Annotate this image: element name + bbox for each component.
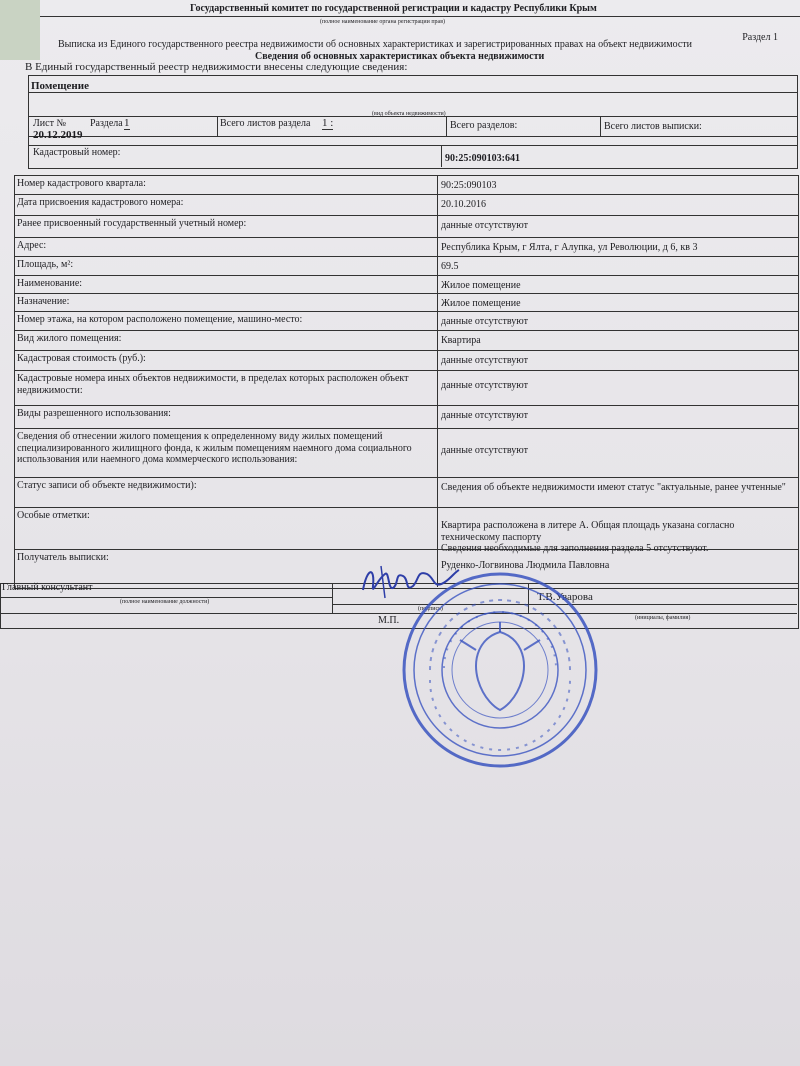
position-title: Главный консультант (2, 582, 93, 593)
document-subtitle: Сведения об основных характеристиках объекта недвижимости (255, 51, 545, 62)
seal-place-label: М.П. (378, 615, 400, 626)
cadastral-number-label: Кадастровый номер: (33, 147, 121, 158)
header-underline (40, 16, 800, 17)
row-label: Назначение: (17, 296, 70, 307)
object-type-caption: (вид объекта недвижимости) (372, 111, 446, 117)
row-value: Квартира расположена в литере А. Общая площадь указана согласно техническому паспорту Сведения необходимые для заполнения раздела 5 отсутствуют. (441, 520, 735, 554)
table-row-divider (14, 275, 798, 276)
document-title: Выписка из Единого государственного реестра недвижимости об основных характеристиках и зарегистрированных правах на объект недвижимости (58, 39, 693, 50)
row-label: Наименование: (17, 278, 83, 289)
row-value: Республика Крым, г Ялта, г Алупка, ул Революции, д 6, кв 3 (441, 242, 698, 253)
row-value: данные отсутствуют (441, 355, 528, 366)
object-type: Помещение (31, 80, 89, 92)
intro-text: В Единый государственный реестр недвижимости внесены следующие сведения: (25, 61, 408, 73)
row-label: Виды разрешенного использования: (17, 408, 171, 419)
section-sheet-label: Раздела (90, 118, 123, 129)
row-value: данные отсутствуют (441, 379, 528, 391)
row-label: Вид жилого помещения: (17, 333, 122, 344)
sheet-number-label: Лист № (33, 118, 66, 129)
signature-caption: (подпись) (418, 606, 443, 612)
row-value: Жилое помещение (441, 298, 521, 309)
row-value: 90:25:090103 (441, 180, 497, 191)
total-section-sheets-label: Всего листов раздела (220, 118, 311, 129)
table-row-divider (14, 293, 798, 294)
extract-date: 20.12.2019 (33, 129, 83, 141)
row-label: Кадастровые номера иных объектов недвижимости, в пределах которых расположен объект недвижимости: (17, 373, 409, 396)
row-value: 69.5 (441, 261, 459, 272)
table-row-divider (14, 428, 798, 429)
row-label: Получатель выписки: (17, 552, 109, 563)
section-sheet-value: 1 (124, 117, 130, 129)
row-label: Особые отметки: (17, 510, 90, 521)
row-label: Площадь, м²: (17, 259, 74, 270)
table-row-divider (14, 237, 798, 238)
table-row-divider (14, 405, 798, 406)
row-label: Ранее присвоенный государственный учетный номер: (17, 218, 247, 229)
total-extract-sheets-label: Всего листов выписки: (604, 121, 702, 132)
table-row-divider (14, 370, 798, 371)
organization-name: Государственный комитет по государственной регистрации и кадастру Республики Крым (190, 3, 597, 14)
table-row-divider (14, 194, 798, 195)
row-value: Сведения об объекте недвижимости имеют статус "актуальные, ранее учтенные" (441, 482, 786, 493)
initials-caption: (инициалы, фамилия) (635, 615, 691, 621)
official-seal (400, 570, 600, 770)
row-value: 20.10.2016 (441, 199, 486, 210)
row-label: Сведения об отнесении жилого помещения к определенному виду жилых помещений специализированного жилищного фонда, к жилым помещениям наемного дома социального использования или наемного дома коммерческого использования: (17, 431, 412, 465)
row-value: Жилое помещение (441, 280, 521, 291)
table-row-divider (14, 256, 798, 257)
cadastral-number-value: 90:25:090103:641 (445, 153, 520, 164)
organization-caption: (полное наименование органа регистрации прав) (320, 19, 446, 25)
table-row-divider (14, 350, 798, 351)
table-row-divider (14, 507, 798, 508)
section-number: Раздел 1 (742, 32, 778, 43)
table-row-divider (14, 330, 798, 331)
row-value: данные отсутствуют (441, 410, 528, 421)
row-label: Дата присвоения кадастрового номера: (17, 197, 184, 208)
total-section-sheets-value: 1 : (322, 117, 334, 129)
signer-name: Т.В.Уварова (537, 591, 593, 603)
background-edge (0, 0, 40, 60)
total-sections-label: Всего разделов: (450, 120, 518, 131)
row-label: Номер кадастрового квартала: (17, 178, 146, 189)
table-row-divider (14, 311, 798, 312)
position-caption: (полное наименование должности) (120, 599, 210, 605)
row-value: данные отсутствуют (441, 220, 528, 231)
row-label: Адрес: (17, 240, 47, 251)
row-value: Руденко-Логвинова Людмила Павловна (441, 560, 610, 571)
row-label: Номер этажа, на котором расположено помещение, машино-место: (17, 314, 303, 325)
table-row-divider (14, 215, 798, 216)
row-label: Кадастровая стоимость (руб.): (17, 353, 146, 364)
row-value: данные отсутствуют (441, 316, 528, 327)
row-value: данные отсутствуют (441, 444, 528, 456)
row-label: Статус записи об объекте недвижимости): (17, 480, 197, 491)
table-row-divider (14, 477, 798, 478)
row-value: Квартира (441, 335, 481, 346)
